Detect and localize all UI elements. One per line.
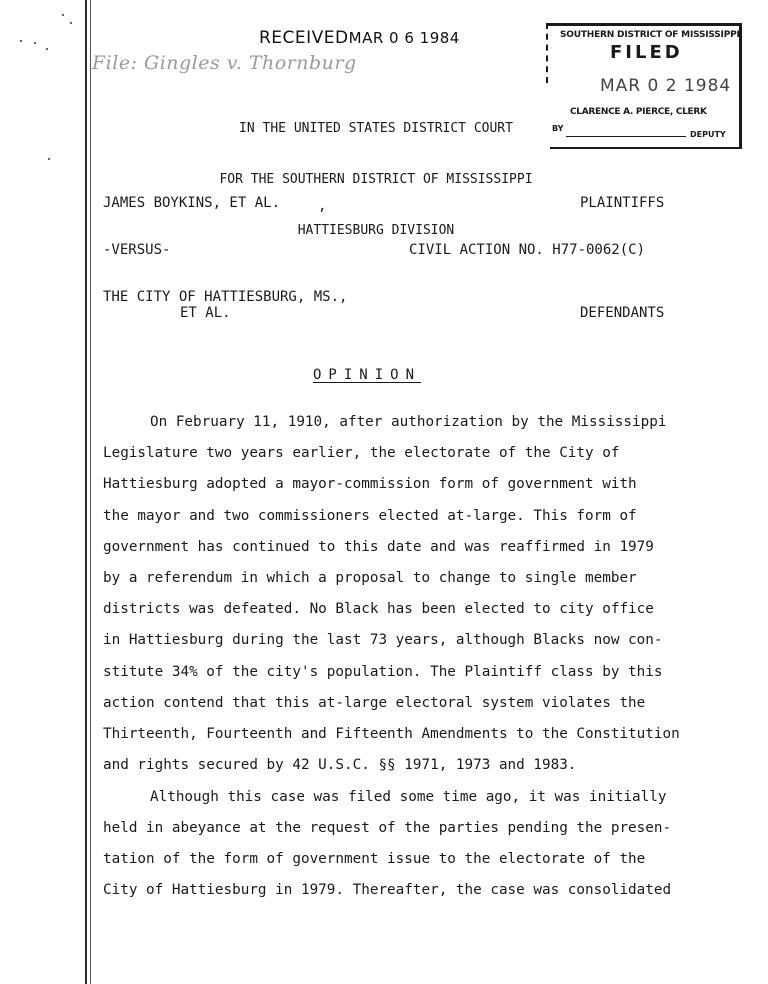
received-date: MAR 0 6 1984 — [348, 29, 460, 47]
versus-label: -VERSUS- — [103, 242, 171, 258]
paragraph-line: by a referendum in which a proposal to change to single member — [103, 569, 637, 586]
received-label: RECEIVED — [259, 28, 349, 48]
scan-speck — [62, 14, 64, 16]
paragraph-line: held in abeyance at the request of the parties pending the presen- — [103, 820, 672, 837]
defendant-role: DEFENDANTS — [580, 305, 665, 321]
stamp-filed-label: FILED — [610, 42, 683, 63]
paragraph-line: tation of the form of government issue to the electorate of the — [103, 851, 646, 868]
paragraph-line: Although this case was filed some time ago, it was initially — [150, 788, 667, 805]
court-header-line: IN THE UNITED STATES DISTRICT COURT — [239, 121, 513, 136]
binding-edge-line — [90, 0, 91, 984]
scan-speck — [20, 40, 22, 42]
paragraph-line: Hattiesburg adopted a mayor-commission form of government with — [103, 476, 637, 493]
paragraph-line: action contend that this at-large electoral system violates the — [103, 694, 646, 711]
stamp-border — [550, 147, 742, 149]
defendant-name: THE CITY OF HATTIESBURG, MS., — [103, 289, 348, 305]
scan-speck — [48, 158, 50, 160]
stamp-by-label: BY — [552, 124, 564, 133]
court-header-line: FOR THE SOUTHERN DISTRICT OF MISSISSIPPI — [219, 172, 533, 187]
stamp-border — [546, 23, 548, 83]
stamp-filed-date: MAR 0 2 1984 — [600, 76, 732, 96]
received-stamp — [259, 28, 460, 48]
opinion-body — [103, 407, 753, 907]
paragraph-line: government has continued to this date and was reaffirmed in 1979 — [103, 538, 654, 555]
scan-speck — [46, 48, 48, 50]
document-title: OPINION — [313, 367, 422, 383]
stamp-border — [546, 23, 742, 26]
plaintiff-role: PLAINTIFFS — [580, 195, 665, 211]
binding-edge-line — [85, 0, 87, 984]
defendant-name-continued: ET AL. — [180, 305, 231, 321]
paragraph-line: in Hattiesburg during the last 73 years, although Blacks now con- — [103, 632, 663, 649]
paragraph-line: Legislature two years earlier, the electorate of the City of — [103, 445, 620, 462]
plaintiff-mark: , — [318, 198, 327, 214]
stamp-border — [739, 23, 742, 149]
stamp-deputy-label: DEPUTY — [690, 130, 726, 139]
paragraph-line: On February 11, 1910, after authorization by the Mississippi — [150, 414, 667, 430]
paragraph-line: and rights secured by 42 U.S.C. §§ 1971, 1973 and 1983. — [103, 757, 577, 774]
paragraph-line: City of Hattiesburg in 1979. Thereafter, the case was consolidated — [103, 882, 672, 899]
stamp-signature-line — [566, 136, 686, 137]
paragraph-line: the mayor and two commissioners elected at-large. This form of — [103, 507, 637, 524]
handwritten-file-note: File: Gingles v. Thornburg — [92, 52, 357, 74]
stamp-court: SOUTHERN DISTRICT OF MISSISSIPPI — [560, 30, 740, 40]
paragraph-line: Thirteenth, Fourteenth and Fifteenth Amendments to the Constitution — [103, 725, 680, 742]
civil-action-number: CIVIL ACTION NO. H77-0062(C) — [409, 242, 646, 258]
stamp-clerk: CLARENCE A. PIERCE, CLERK — [570, 107, 707, 117]
scan-speck — [70, 22, 72, 24]
filed-stamp — [546, 23, 742, 149]
scan-speck — [34, 42, 36, 44]
plaintiff-name: JAMES BOYKINS, ET AL. — [103, 195, 281, 211]
paragraph-line: stitute 34% of the city's population. The Plaintiff class by this — [103, 663, 663, 680]
paragraph-line: districts was defeated. No Black has been elected to city office — [103, 601, 654, 618]
court-header-line: HATTIESBURG DIVISION — [297, 223, 455, 238]
